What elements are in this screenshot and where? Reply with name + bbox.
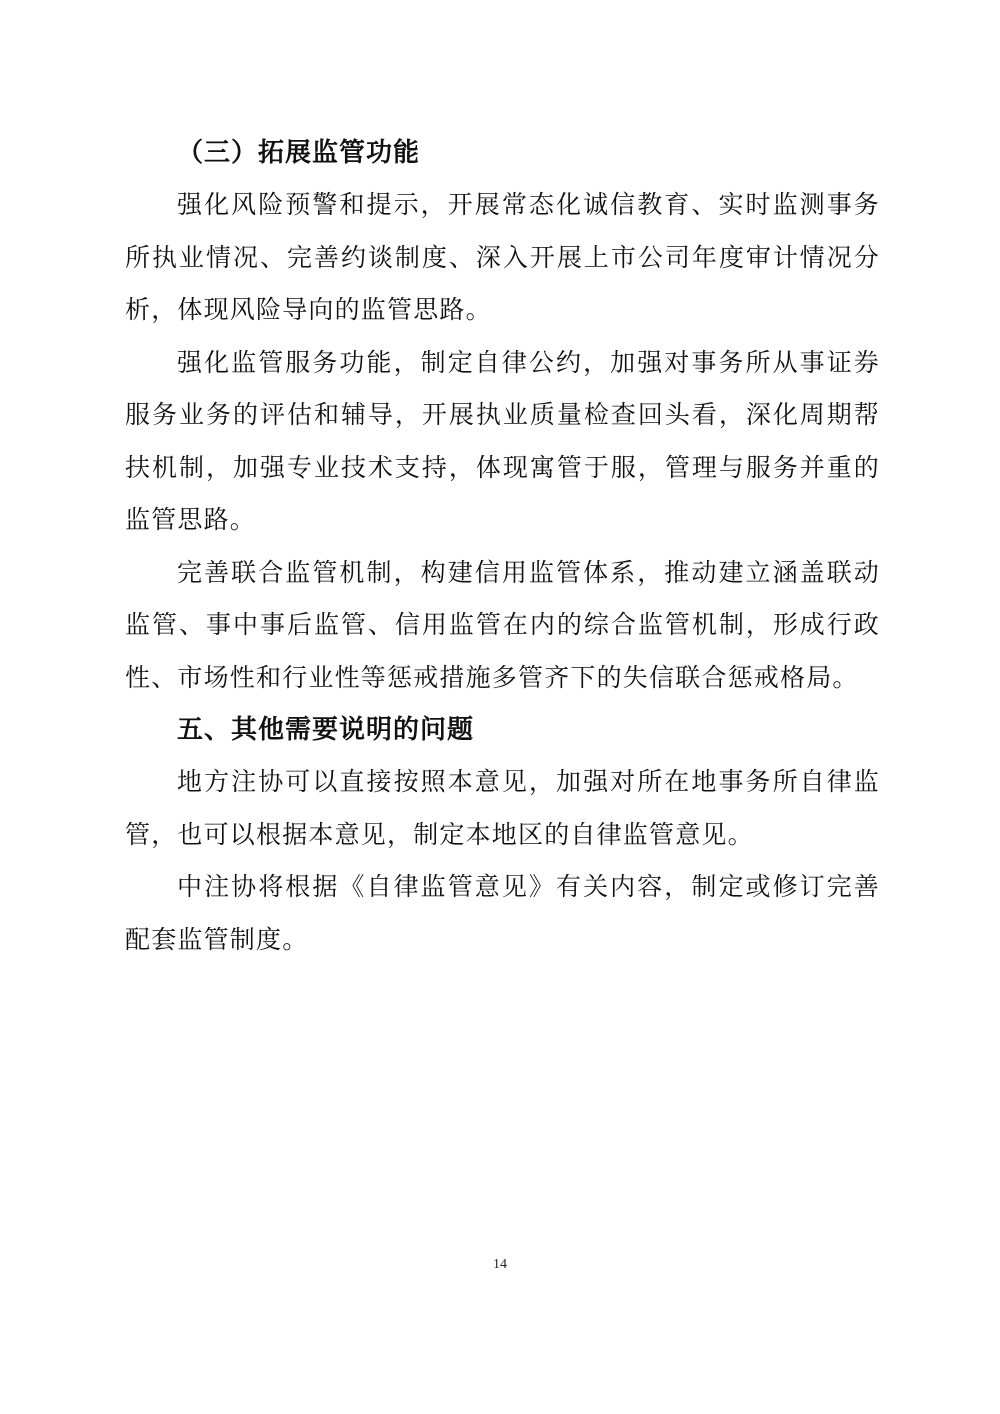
page-number: 14: [493, 1257, 507, 1272]
page-content: [125, 127, 880, 966]
section-heading-other-issues: 五、其他需要说明的问题: [177, 715, 475, 745]
paragraph-cicpa-regulations: 中注协将根据《自律监管意见》有关内容，制定或修订完善配套监管制度。: [125, 872, 880, 954]
paragraph-local-associations: 地方注协可以直接按照本意见，加强对所在地事务所自律监管，也可以根据本意见，制定本地区的自律监管意见。: [125, 767, 880, 849]
paragraph-service-function: 强化监管服务功能，制定自律公约，加强对事务所从事证券服务业务的评估和辅导，开展执业质量检查回头看，深化周期帮扶机制，加强专业技术支持，体现寓管于服，管理与服务并重的监管思路。: [125, 347, 880, 534]
paragraph-joint-supervision: 完善联合监管机制，构建信用监管体系，推动建立涵盖联动监管、事中事后监管、信用监管在内的综合监管机制，形成行政性、市场性和行业性等惩戒措施多管齐下的失信联合惩戒格局。: [125, 557, 880, 692]
paragraph-risk-warning: 强化风险预警和提示，开展常态化诚信教育、实时监测事务所执业情况、完善约谈制度、深入开展上市公司年度审计情况分析，体现风险导向的监管思路。: [125, 190, 880, 324]
section-heading-expand-functions: （三）拓展监管功能: [177, 138, 421, 168]
